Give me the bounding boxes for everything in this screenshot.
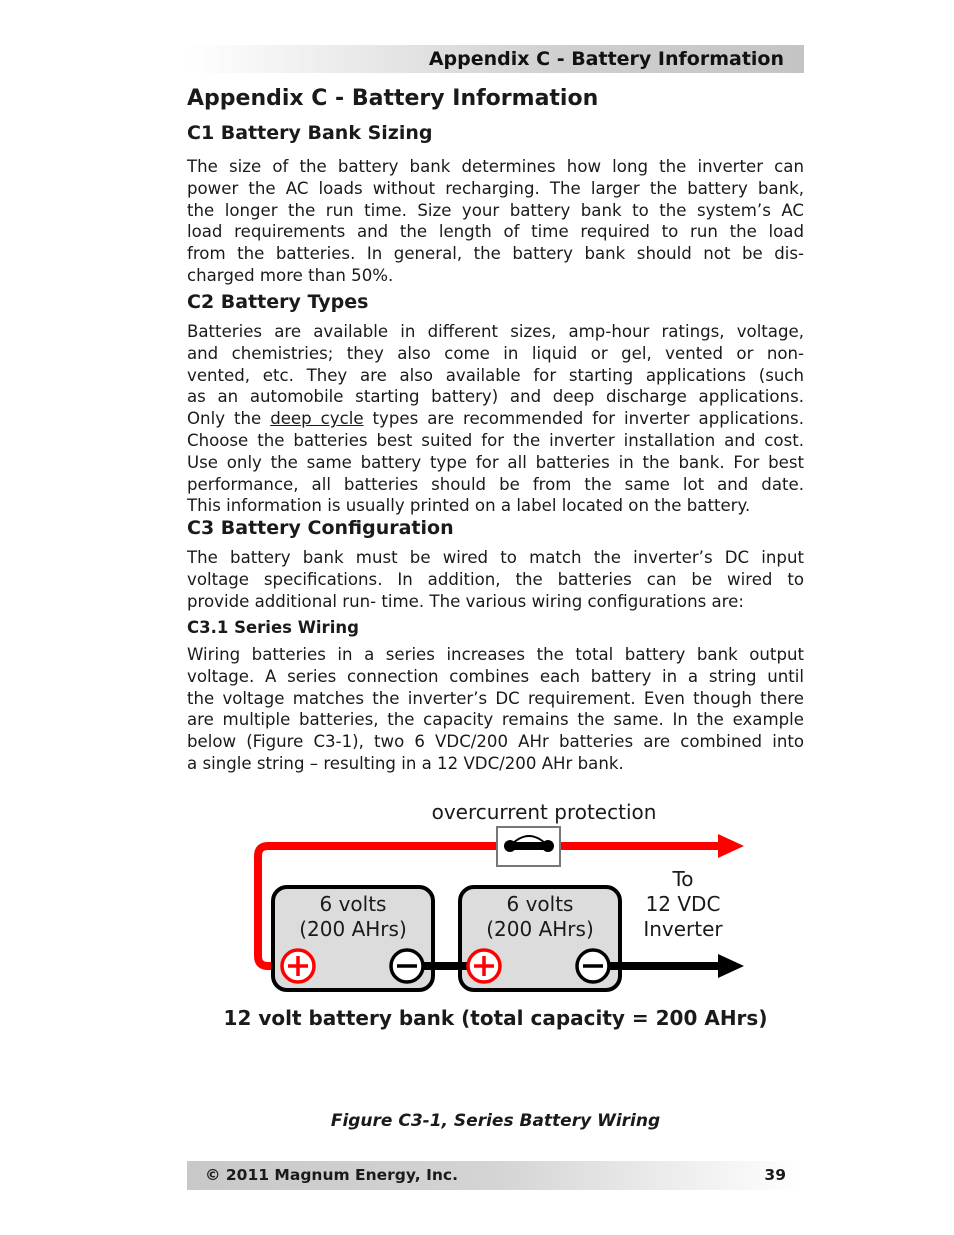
paragraph-line: The battery bank must be wired to match the inverter’s DC input xyxy=(187,548,804,567)
copyright-text: © 2011 Magnum Energy, Inc. xyxy=(205,1166,458,1184)
paragraph-line: are multiple batteries, the capacity remains the same. In the example xyxy=(187,710,804,730)
paragraph-line: power the AC loads without recharging. The larger the battery bank, xyxy=(187,178,804,198)
section-c31-title: C3.1 Series Wiring xyxy=(187,618,359,637)
figure-caption: Figure C3-1, Series Battery Wiring xyxy=(330,1111,661,1131)
paragraph-line: charged more than 50%. xyxy=(187,265,394,285)
fuse-terminal xyxy=(542,840,554,852)
section-c2-title: C2 Battery Types xyxy=(187,291,369,313)
paragraph-line: below (Figure C3-1), two 6 VDC/200 AHr batteries are combined into xyxy=(187,732,804,752)
page-number: 39 xyxy=(764,1166,786,1184)
protection-label: overcurrent protection xyxy=(431,800,657,824)
page-title: Appendix C - Battery Information xyxy=(187,86,599,111)
text-run: Only the xyxy=(187,409,271,429)
paragraph-line: and chemistries; they also come in liquid or gel, vented or non- xyxy=(187,343,804,363)
paragraph-line: the longer the run time. Size your battery bank to the system’s AC xyxy=(187,200,804,220)
paragraph-line: a single string – resulting in a 12 VDC/200 AHr bank. xyxy=(187,753,624,773)
negative-arrow xyxy=(718,954,744,978)
running-header-title: Appendix C - Battery Information xyxy=(428,48,784,70)
paragraph-line: Choose the batteries best suited for the inverter installation and cost. xyxy=(187,430,804,450)
paragraph-line: Use only the same battery type for all batteries in the bank. For best xyxy=(187,452,804,472)
paragraph-line: voltage. A series connection combines each battery in a string until xyxy=(187,666,804,686)
paragraph-line: provide additional run- time. The various wiring configurations are: xyxy=(187,591,744,611)
paragraph-line: vented, etc. They are also available for starting applications (such xyxy=(187,365,804,385)
fuse-terminal xyxy=(504,840,516,852)
battery-2-capacity: (200 AHrs) xyxy=(486,917,594,941)
destination-label: To xyxy=(672,867,694,891)
paragraph-line: load requirements and the length of time required to run the load xyxy=(187,222,804,242)
battery-bank-caption: 12 volt battery bank (total capacity = 200 AHrs) xyxy=(223,1006,768,1030)
paragraph-line: This information is usually printed on a label located on the battery. xyxy=(187,496,751,516)
paragraph-line: from the batteries. In general, the battery bank should not be dis- xyxy=(187,244,804,264)
paragraph-line: voltage specifications. In addition, the batteries can be wired to xyxy=(187,569,804,589)
page-footer xyxy=(187,1161,804,1190)
battery-2-voltage: 6 volts xyxy=(506,892,574,916)
paragraph-line: performance, all batteries should be from the same lot and date. xyxy=(187,474,804,494)
paragraph-line: Wiring batteries in a series increases the total battery bank output xyxy=(187,645,804,664)
destination-label: Inverter xyxy=(643,917,723,941)
destination-label: 12 VDC xyxy=(645,892,721,916)
paragraph-line: the voltage matches the inverter’s DC requirement. Even though there xyxy=(187,688,804,708)
section-c3-title: C3 Battery Configuration xyxy=(187,517,454,539)
paragraph-line: as an automobile starting battery) and deep discharge applications. xyxy=(187,387,804,407)
section-c1-title: C1 Battery Bank Sizing xyxy=(187,122,433,144)
paragraph-line: Batteries are available in different sizes, amp-hour ratings, voltage, xyxy=(187,322,804,341)
deep-cycle-term: deep cycle xyxy=(270,409,364,429)
paragraph-line: The size of the battery bank determines how long the inverter can xyxy=(187,157,804,176)
text-run: types are recommended for inverter applications. xyxy=(363,409,804,429)
positive-arrow xyxy=(718,834,744,858)
battery-1-voltage: 6 volts xyxy=(319,892,387,916)
battery-1-capacity: (200 AHrs) xyxy=(299,917,407,941)
